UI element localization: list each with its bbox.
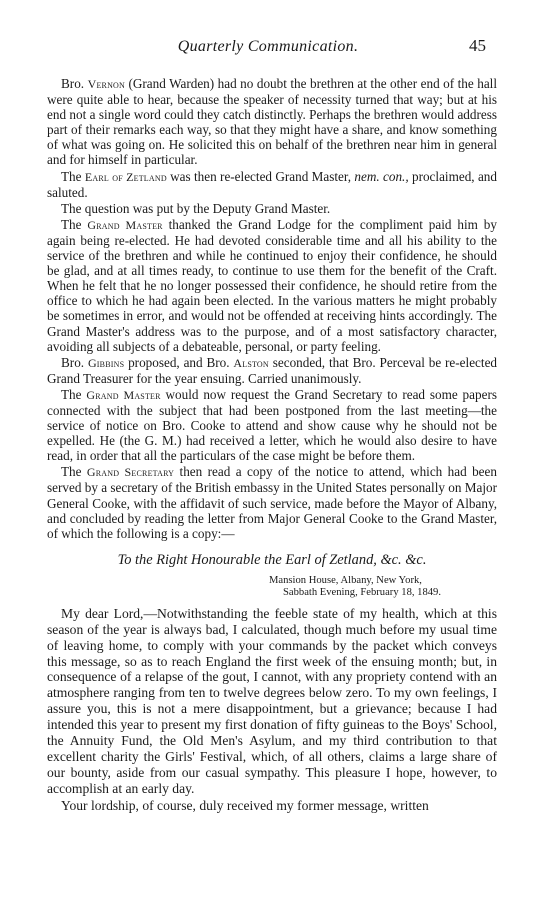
speaker-name: Gibbins <box>87 355 125 370</box>
letter-paragraph: Your lordship, of course, duly received my former message, written <box>61 797 429 813</box>
paragraph-text: The <box>61 168 85 184</box>
speaker-name: Grand Master <box>86 387 161 402</box>
paragraph-text: The <box>61 464 87 480</box>
paragraph <box>47 201 497 216</box>
paragraph-text: (Grand Warden) had no doubt the brethren at the other end of the hall were quite able to hear, because the speaker of necessity turned that way; but at his end not a single word could they catch distinctly. Perhaps the brethren would address part of their remarks each way, so that they might have a share, and know something of what was going on. He solicited this on behalf of the brethren near him in general and for himself in particular. <box>47 76 498 168</box>
speaker-name: Vernon <box>87 77 125 91</box>
letter-heading: To the Right Honourable the Earl of Zetland, &c. &c. <box>117 551 427 568</box>
paragraph-text: Bro. <box>61 76 88 91</box>
paragraph-text: was then re-elected Grand Master, <box>166 168 355 184</box>
paragraph-text: thanked the Grand Lodge for the compliment paid him by again being re-elected. He had devoted considerable time and all his ability to the service of the brethren and while he continued to enjoy their confidence, he should be glad, and at all times ready, to continue to use them for the benefit of the Craft. When he felt that he no longer possessed their confidence, he should retire from the office to which he had again been elected. In the various matters he might probably be sometimes in error, and would not be offended at receiving hints accordingly. The Grand Master's address was to the purpose, and of a most satisfactory character, avoiding all subjects of a debateable, personal, or party feeling. <box>47 216 497 354</box>
paragraph <box>47 387 497 463</box>
paragraph-text: proclaimed, and saluted. <box>47 168 497 200</box>
latin-phrase: nem. con., <box>354 168 409 184</box>
paragraph <box>47 76 497 168</box>
paragraph <box>47 169 497 200</box>
paragraph-text: seconded, that Bro. Perceval be re-elected Grand Treasurer for the year ensuing. Carried unanimously. <box>47 354 498 386</box>
paragraph-text: The <box>61 216 88 232</box>
paragraph-text: proposed, and Bro. <box>124 354 234 370</box>
proceedings-paragraphs <box>47 76 497 541</box>
speaker-name: Grand Secretary <box>86 465 175 480</box>
paragraph <box>47 217 497 354</box>
letter-paragraph: My dear Lord,—Notwithstanding the feeble state of my health, which at this season of the year is always bad, I calculated, though much before my usual time of leaving home, to comply with your commands by the packet which conveys this message, so as to reach England the first week of the ensuing month; but, in consequence of a relapse of the gout, I cannot, with any propriety contend with an atmosphere ranging from ten to twelve degrees below zero. To my own feelings, I assure you, this is not a mere disappointment, but a grievance; because I had intended this year to present my first donation of fifty guineas to the Boys' School, the Annuity Fund, the Old Men's Asylum, and my third contribution to that excellent charity the Girls' Festival, which, of all others, claims a large share of our bounty, aside from our casual sympathy. This pleasure I hope, however, to accomplish at an early day. <box>47 605 497 796</box>
letter-address-line: Mansion House, Albany, New York, <box>269 574 422 586</box>
paragraph <box>47 464 497 540</box>
speaker-name: Alston <box>233 355 269 370</box>
paragraph-text: then read a copy of the notice to attend, which had been served by a secretary of the British embassy in the United States personally on Major General Cooke, with the affidavit of such service, made before the Mayor of Albany, and concluded by reading the letter from Major General Cooke to the Grand Master, of which the following is a copy:— <box>47 464 497 541</box>
paragraph-text: The <box>61 386 87 402</box>
paragraph-text: The question was put by the Deputy Grand Master. <box>61 200 331 216</box>
running-head <box>0 38 536 62</box>
letter-address <box>47 575 497 600</box>
paragraph <box>47 355 497 386</box>
letter-date-line: Sabbath Evening, February 18, 1849. <box>283 587 441 599</box>
letter-body <box>47 606 497 814</box>
paragraph-text: Bro. <box>61 354 88 370</box>
paragraph-text: would now request the Grand Secretary to read some papers connected with the subject that had been postponed from the last meeting—the service of notice on Bro. Cooke to attend and show cause why he should not be expelled. He (the G. M.) had received a letter, which he would also desire to have read, in order that all the particulars of the case might be before them. <box>47 386 497 464</box>
speaker-name: Earl of Zetland <box>84 169 167 184</box>
speaker-name: Grand Master <box>87 217 163 232</box>
running-title: Quarterly Communication. <box>177 38 359 55</box>
body-text <box>47 76 497 815</box>
page-number: 45 <box>469 36 486 55</box>
